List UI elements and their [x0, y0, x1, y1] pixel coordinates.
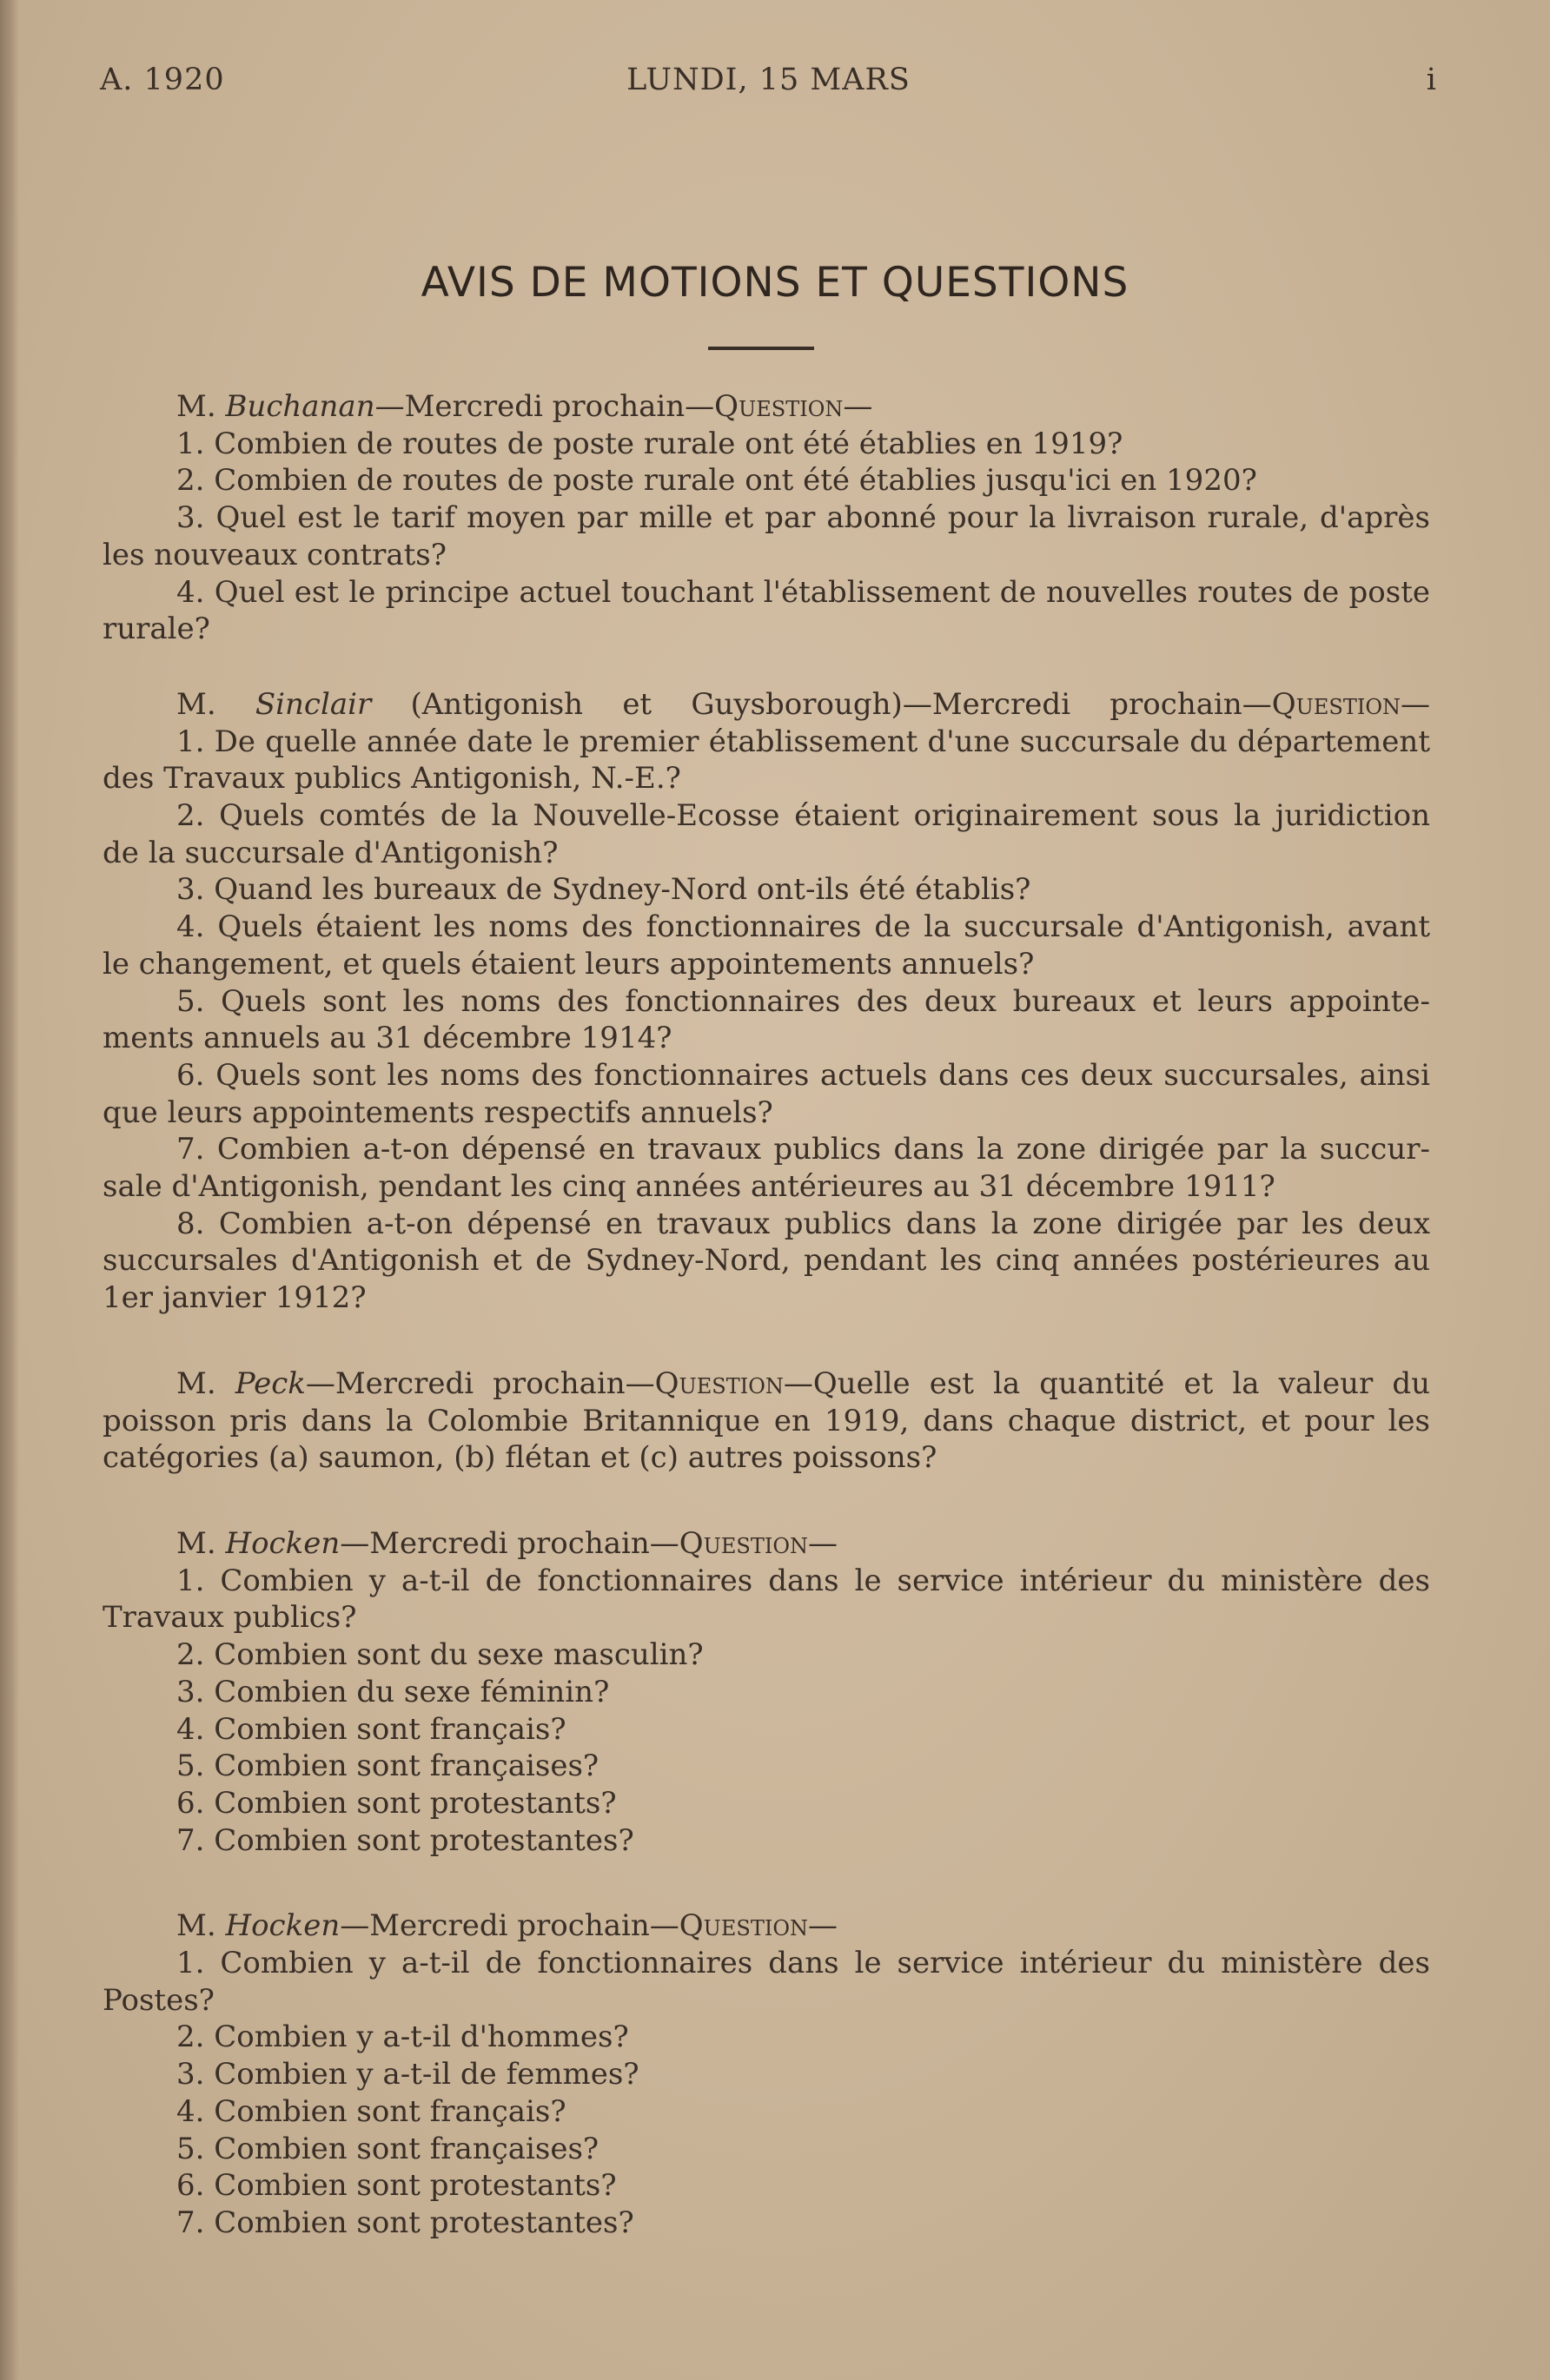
question-line: 4. Combien sont français?: [176, 1711, 566, 1747]
notice-intro: [103, 1907, 1430, 1945]
question-line: 1er janvier 1912?: [103, 1280, 367, 1316]
intro-text: —Mercredi prochain—: [340, 1525, 679, 1561]
question-line: 6. Quels sont les noms des fonctionnaires actuels dans ces deux succursales, ainsi: [176, 1057, 1430, 1093]
question-line: 4. Quel est le principe actuel touchant l'établissement de nouvelles routes de poste: [176, 574, 1430, 610]
member-name: Hocken: [225, 1908, 341, 1944]
question-line: 6. Combien sont protestants?: [176, 2168, 617, 2204]
intro-after: —: [808, 1908, 838, 1944]
notice-intro: [103, 388, 1430, 426]
question-line: 4. Combien sont français?: [176, 2093, 566, 2129]
notice-buchanan: [103, 388, 1430, 648]
notices: [103, 388, 1430, 2242]
question-label: Question: [679, 1525, 808, 1561]
question-line: 3. Quand les bureaux de Sydney-Nord ont-ils été établis?: [176, 872, 1031, 908]
intro-text: (Antigonish et Guysborough)—Mercredi prochain—: [371, 686, 1272, 722]
member-prefix: M.: [176, 389, 226, 424]
member-prefix: M.: [176, 686, 255, 722]
member-name: Buchanan: [225, 389, 375, 424]
notice-peck: [103, 1365, 1430, 1477]
question-line: 4. Quels étaient les noms des fonctionnaires de la succursale d'Antigonish, avant: [176, 909, 1430, 945]
member-name: Hocken: [225, 1525, 341, 1561]
header-date: LUNDI, 15 MARS: [626, 63, 911, 97]
notice-intro: [103, 686, 1430, 724]
question-line: 5. Quels sont les noms des fonctionnaires des deux bureaux et leurs appointe-: [176, 983, 1430, 1019]
notice-sinclair: [103, 686, 1430, 1317]
question-label: Question: [679, 1908, 808, 1944]
question-line: catégories (a) saumon, (b) flétan et (c) autres poissons?: [103, 1440, 937, 1476]
question-line: 3. Combien y a-t-il de femmes?: [176, 2057, 639, 2092]
notice-hocken-postes: [103, 1907, 1430, 2241]
member-prefix: M.: [176, 1525, 226, 1561]
question-line: 7. Combien sont protestantes?: [176, 1822, 634, 1858]
intro-after: —: [808, 1525, 838, 1561]
question-line: le changement, et quels étaient leurs appointements annuels?: [103, 946, 1035, 982]
title-rule: [708, 347, 814, 350]
question-line: ments annuels au 31 décembre 1914?: [103, 1021, 672, 1056]
member-name: Sinclair: [255, 686, 372, 722]
question-line: 1. De quelle année date le premier établissement d'une succursale du département: [176, 724, 1430, 759]
intro-after: —: [843, 389, 873, 424]
member-prefix: M.: [176, 1365, 235, 1401]
intro-text: —Mercredi prochain—: [340, 1908, 679, 1944]
question-label: Question: [714, 389, 844, 424]
question-line: 8. Combien a-t-on dépensé en travaux publics dans la zone dirigée par les deux: [176, 1206, 1430, 1241]
question-line: que leurs appointements respectifs annuels?: [103, 1094, 773, 1130]
intro-after: —: [1401, 686, 1430, 722]
page-title: AVIS DE MOTIONS ET QUESTIONS: [421, 259, 1129, 307]
question-line: 2. Combien sont du sexe masculin?: [176, 1637, 704, 1673]
question-line: Travaux publics?: [103, 1600, 357, 1636]
question-label: Question: [654, 1365, 784, 1401]
intro-text: —Mercredi prochain—: [305, 1365, 655, 1401]
question-line: 2. Quels comtés de la Nouvelle-Ecosse étaient originairement sous la juridiction: [176, 798, 1430, 834]
question-line: succursales d'Antigonish et de Sydney-Nord, pendant les cinq années postérieures au: [103, 1243, 1430, 1279]
notice-intro: [103, 1525, 1430, 1563]
question-line: poisson pris dans la Colombie Britannique en 1919, dans chaque district, et pour les: [103, 1403, 1430, 1438]
intro-after: —Quelle est la quantité et la valeur du: [783, 1365, 1430, 1401]
header-year: A. 1920: [100, 63, 225, 97]
question-line: 5. Combien sont françaises?: [176, 1749, 599, 1784]
question-line: de la succursale d'Antigonish?: [103, 835, 559, 870]
question-line: 7. Combien sont protestantes?: [176, 2205, 634, 2240]
question-line: 3. Combien du sexe féminin?: [176, 1674, 610, 1709]
page-spine-shadow: [0, 0, 19, 2380]
member-prefix: M.: [176, 1908, 226, 1944]
header-page-number: i: [1426, 63, 1437, 97]
question-line: 1. Combien y a-t-il de fonctionnaires dans le service intérieur du ministère des: [176, 1946, 1430, 1981]
question-label: Question: [1271, 686, 1401, 722]
question-line: Postes?: [103, 1982, 215, 2018]
question-line: des Travaux publics Antigonish, N.-E.?: [103, 761, 681, 797]
question-line: 2. Combien de routes de poste rurale ont été établies jusqu'ici en 1920?: [176, 463, 1257, 499]
question-line: 6. Combien sont protestants?: [176, 1785, 617, 1821]
question-line: 2. Combien y a-t-il d'hommes?: [176, 2020, 629, 2055]
question-line: rurale?: [103, 612, 210, 647]
question-line: 1. Combien y a-t-il de fonctionnaires dans le service intérieur du ministère des: [176, 1563, 1430, 1598]
question-line: 3. Quel est le tarif moyen par mille et par abonné pour la livraison rurale, d'après: [176, 500, 1430, 536]
question-line: 1. Combien de routes de poste rurale ont été établies en 1919?: [176, 426, 1123, 461]
intro-text: —Mercredi prochain—: [374, 389, 715, 424]
question-line: les nouveaux contrats?: [103, 537, 447, 572]
notice-intro: [103, 1365, 1430, 1403]
notice-hocken-travaux-publics: [103, 1525, 1430, 1859]
question-line: 7. Combien a-t-on dépensé en travaux publics dans la zone dirigée par la succur-: [176, 1132, 1430, 1167]
running-header: [100, 63, 1437, 106]
question-line: sale d'Antigonish, pendant les cinq années antérieures au 31 décembre 1911?: [103, 1169, 1275, 1205]
question-line: 5. Combien sont françaises?: [176, 2131, 599, 2166]
member-name: Peck: [235, 1365, 306, 1401]
